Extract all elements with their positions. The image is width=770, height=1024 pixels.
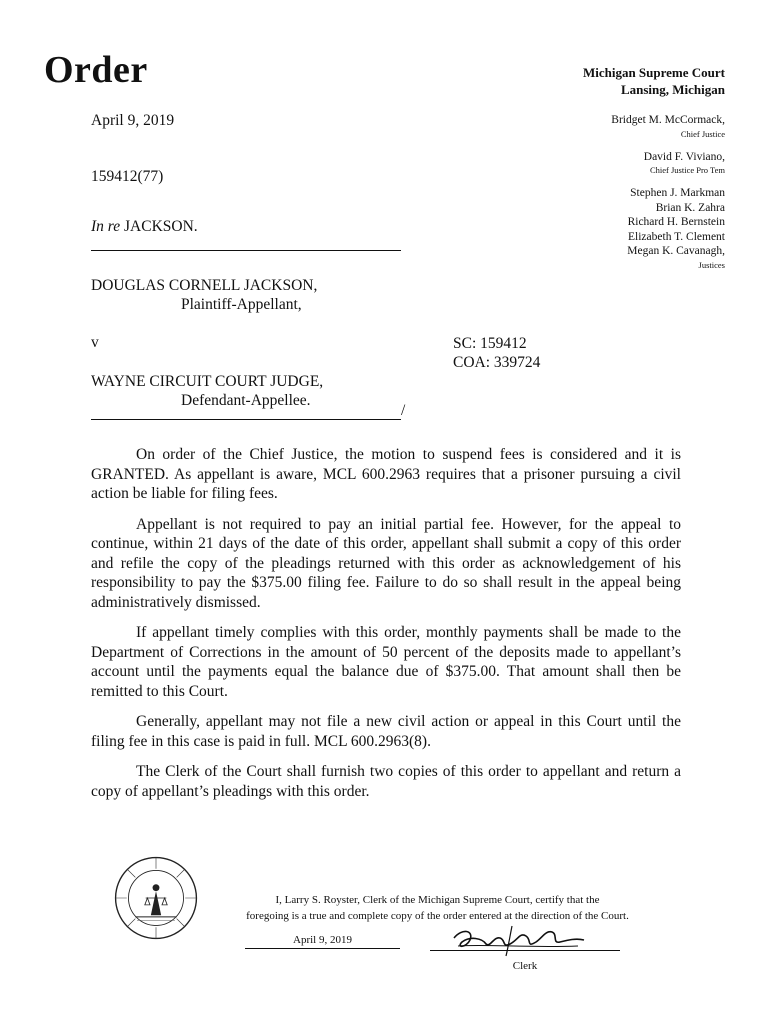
plaintiff-role: Plaintiff-Appellant, bbox=[181, 296, 302, 313]
clerk-signature-icon bbox=[448, 918, 588, 958]
defendant-role: Defendant-Appellee. bbox=[181, 392, 311, 409]
plaintiff-block bbox=[91, 276, 317, 314]
order-paragraph: Generally, appellant may not file a new civil action or appeal in this Court until the filing fee in this case is paid in full. MCL 600.2963(8). bbox=[91, 713, 681, 750]
order-paragraph: On order of the Chief Justice, the motion to suspend fees is considered and it is GRANTED. As appellant is aware, MCL 600.2963 requires that a prisoner pursuing a civil action be liable for filing fees. bbox=[91, 446, 681, 502]
order-date: April 9, 2019 bbox=[91, 112, 175, 129]
plaintiff-name: DOUGLAS CORNELL JACKSON, bbox=[91, 277, 318, 294]
defendant-name: WAYNE CIRCUIT COURT JUDGE, bbox=[91, 373, 324, 390]
page-title: Order bbox=[44, 49, 148, 91]
coa-number: COA: 339724 bbox=[453, 354, 541, 371]
chief-justice-title: Chief Justice bbox=[680, 128, 725, 139]
justice-name: Elizabeth T. Clement bbox=[628, 230, 725, 243]
certification-line: I, Larry S. Royster, Clerk of the Michigan Supreme Court, certify that the bbox=[275, 894, 600, 906]
court-seal-icon bbox=[113, 855, 199, 941]
docket-number: 159412(77) bbox=[91, 168, 164, 185]
versus-label: v bbox=[91, 334, 99, 351]
case-caption bbox=[91, 218, 198, 236]
chief-justice-pro-tem: David F. Viviano, bbox=[643, 150, 725, 163]
divider-slash: / bbox=[401, 402, 406, 419]
case-numbers bbox=[453, 334, 540, 372]
parties-divider bbox=[91, 402, 405, 420]
certification-line: foregoing is a true and complete copy of the order entered at the direction of the Court. bbox=[246, 910, 629, 922]
justice-name: Megan K. Cavanagh, bbox=[627, 245, 725, 257]
caption-in-re: In re bbox=[91, 218, 121, 235]
court-location: Lansing, Michigan bbox=[620, 82, 725, 97]
pro-tem-title: Chief Justice Pro Tem bbox=[649, 165, 725, 175]
certification-text bbox=[205, 892, 670, 924]
sc-number: SC: 159412 bbox=[453, 335, 527, 352]
chief-justice: Bridget M. McCormack, bbox=[611, 114, 725, 126]
signature-line bbox=[430, 950, 620, 951]
signer-title: Clerk bbox=[512, 960, 538, 972]
certification-date: April 9, 2019 bbox=[245, 934, 400, 949]
court-heading bbox=[583, 64, 725, 98]
court-name: Michigan Supreme Court bbox=[582, 65, 725, 80]
caption-name: JACKSON. bbox=[124, 218, 198, 235]
order-paragraph: If appellant timely complies with this order, monthly payments shall be made to the Department of Corrections in the amount of 50 percent of the deposits made to appellant’s account until the payments equal the balance due of $375.00. That amount shall then be remitted to this Court. bbox=[91, 624, 681, 700]
justice-name: Brian K. Zahra bbox=[655, 201, 725, 214]
order-paragraph: The Clerk of the Court shall furnish two copies of this order to appellant and return a copy of appellant’s pleadings with this order. bbox=[91, 763, 681, 800]
justice-name: Stephen J. Markman bbox=[630, 187, 725, 199]
justices-title: Justices bbox=[698, 259, 725, 270]
order-paragraph: Appellant is not required to pay an initial partial fee. However, for the appeal to continue, within 21 days of the date of this order, appellant shall submit a copy of this order and refile the copy of the pleadings returned with this order as acknowledgement of his responsibility to pay the $375.00 filing fee. Failure to do so shall result in the appeal being administratively dismissed. bbox=[91, 515, 681, 611]
justices-list bbox=[611, 113, 725, 271]
justice-name: Richard H. Bernstein bbox=[627, 216, 725, 228]
order-body bbox=[91, 445, 681, 812]
caption-divider bbox=[91, 250, 401, 251]
